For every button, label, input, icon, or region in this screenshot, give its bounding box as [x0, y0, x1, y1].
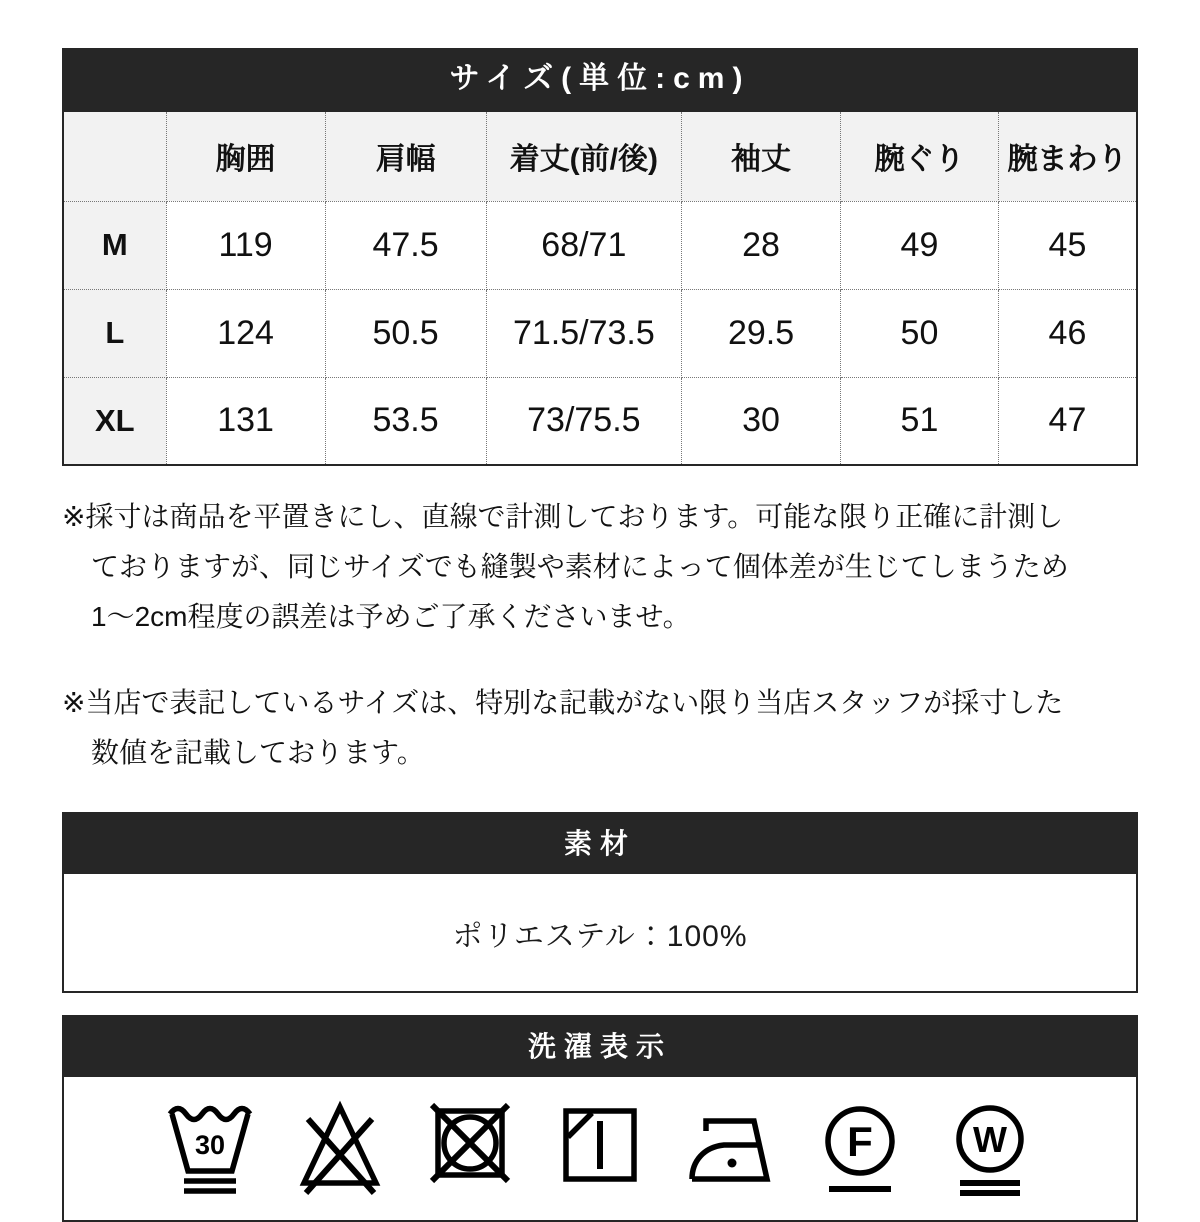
size-table — [62, 110, 1138, 466]
note-line: ておりますが、同じサイズでも縫製や素材によって個体差が生じてしまうため — [91, 551, 1069, 582]
size-table-title-bar — [62, 48, 1138, 110]
size-table-title: サイズ(単位:cm) — [449, 62, 751, 95]
size-row-xl — [63, 377, 1137, 465]
size-label: XL — [63, 377, 166, 465]
note-line: ※当店で表記しているサイズは、特別な記載がない限り当店スタッフが採寸した — [62, 687, 1064, 718]
column-header-armhole: 腕ぐり — [841, 111, 999, 201]
size-label: M — [63, 201, 166, 289]
cell-chest: 119 — [166, 201, 325, 289]
note-line: 1〜2cm程度の誤差は予めご了承くださいませ。 — [91, 601, 691, 632]
shade-hang-dry-icon — [554, 1099, 646, 1199]
svg-text:W: W — [973, 1118, 1007, 1160]
material-value: ポリエステル：100% — [452, 919, 748, 953]
size-row-m — [63, 201, 1137, 289]
no-bleach-icon — [294, 1099, 386, 1199]
no-tumble-dry-icon — [424, 1099, 516, 1199]
dry-clean-petroleum-icon — [814, 1099, 906, 1199]
wet-clean-gentle-icon — [944, 1099, 1036, 1199]
cell-shoulder: 50.5 — [325, 289, 486, 377]
material-section — [62, 812, 1138, 993]
cell-shoulder: 47.5 — [325, 201, 486, 289]
size-label: L — [63, 289, 166, 377]
material-title: 素材 — [563, 828, 636, 859]
cell-sleeve: 30 — [682, 377, 841, 465]
care-icons-row — [64, 1077, 1136, 1220]
size-row-l — [63, 289, 1137, 377]
material-title-bar — [64, 814, 1136, 874]
cell-arm-circ: 45 — [998, 201, 1137, 289]
staff-measurement-note — [62, 678, 1138, 778]
wash-30-gentle-icon — [164, 1099, 256, 1199]
washing-title: 洗濯表示 — [527, 1031, 672, 1062]
material-content — [64, 874, 1136, 991]
cell-armhole: 50 — [841, 289, 999, 377]
cell-chest: 124 — [166, 289, 325, 377]
column-header-chest: 胸囲 — [166, 111, 325, 201]
corner-cell — [63, 111, 166, 201]
svg-text:30: 30 — [194, 1129, 226, 1160]
cell-chest: 131 — [166, 377, 325, 465]
cell-length: 71.5/73.5 — [486, 289, 681, 377]
size-table-header-row — [63, 111, 1137, 201]
svg-text:F: F — [847, 1117, 873, 1165]
cell-arm-circ: 46 — [998, 289, 1137, 377]
cell-shoulder: 53.5 — [325, 377, 486, 465]
size-table-section — [62, 48, 1138, 466]
washing-title-bar — [64, 1017, 1136, 1077]
cell-sleeve: 28 — [682, 201, 841, 289]
cell-arm-circ: 47 — [998, 377, 1137, 465]
cell-armhole: 49 — [841, 201, 999, 289]
column-header-sleeve: 袖丈 — [682, 111, 841, 201]
column-header-length: 着丈(前/後) — [486, 111, 681, 201]
cell-length: 68/71 — [486, 201, 681, 289]
cell-sleeve: 29.5 — [682, 289, 841, 377]
cell-length: 73/75.5 — [486, 377, 681, 465]
column-header-arm-circ: 腕まわり — [998, 111, 1137, 201]
column-header-shoulder: 肩幅 — [325, 111, 486, 201]
note-line: ※採寸は商品を平置きにし、直線で計測しております。可能な限り正確に計測し — [62, 501, 1064, 532]
cell-armhole: 51 — [841, 377, 999, 465]
measurement-note — [62, 492, 1138, 642]
note-line: 数値を記載しております。 — [91, 737, 425, 768]
iron-low-icon — [684, 1099, 776, 1199]
washing-section — [62, 1015, 1138, 1222]
